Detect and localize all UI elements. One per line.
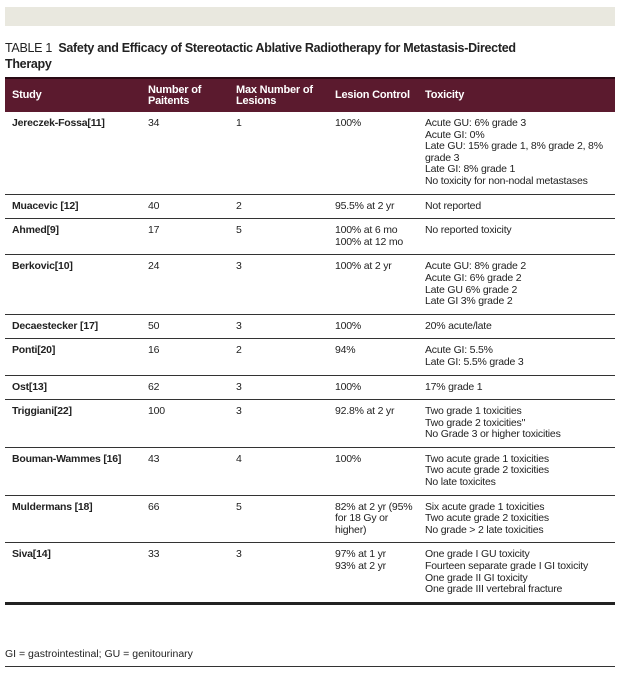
cell-toxicity — [418, 314, 615, 339]
toxicity-line: Two acute grade 2 toxicities — [425, 512, 549, 525]
toxicity-line: Late GU 6% grade 2 — [425, 283, 518, 296]
header-control: Lesion Control — [335, 89, 410, 101]
top-bar — [5, 7, 615, 26]
header-patients: Number of Paitents — [148, 83, 202, 107]
footnote: GI = gastrointestinal; GU = genitourinary — [5, 648, 193, 660]
header-toxicity: Toxicity — [425, 89, 465, 101]
cell-control — [328, 194, 418, 219]
cell-control — [328, 400, 418, 448]
cell-lesions: 2 — [229, 194, 328, 219]
cell-patients: 100 — [141, 400, 229, 448]
table-row — [5, 447, 615, 495]
toxicity-line: No late toxicites — [425, 476, 496, 489]
control-line: 100% at 2 yr — [335, 260, 392, 273]
toxicity-line: No grade > 2 late toxicities — [425, 523, 544, 536]
table-row — [5, 543, 615, 603]
cell-lesions: 5 — [229, 219, 328, 255]
control-line: 100% — [335, 380, 362, 393]
toxicity-line: 20% acute/late — [425, 319, 492, 332]
cell-study: Decaestecker [17] — [5, 314, 141, 339]
table-row — [5, 375, 615, 400]
toxicity-line: Two acute grade 1 toxicities — [425, 452, 549, 465]
cell-lesions: 2 — [229, 339, 328, 375]
cell-toxicity — [418, 375, 615, 400]
cell-control — [328, 255, 418, 314]
cell-control — [328, 495, 418, 543]
cell-toxicity — [418, 255, 615, 314]
table-title-text: Safety and Efficacy of Stereotactic Ablative Radiotherapy for Metastasis-Directed Therapy — [5, 41, 516, 71]
cell-toxicity — [418, 194, 615, 219]
control-line: 93% at 2 yr — [335, 560, 386, 573]
cell-study: Muacevic [12] — [5, 194, 141, 219]
cell-lesions: 4 — [229, 447, 328, 495]
toxicity-line: Not reported — [425, 199, 481, 212]
toxicity-line: Acute GU: 6% grade 3 — [425, 117, 527, 129]
control-line: 100% at 6 mo — [335, 224, 398, 237]
cell-control — [328, 447, 418, 495]
control-line: 82% at 2 yr (95% for 18 Gy or higher) — [335, 500, 413, 536]
cell-toxicity — [418, 495, 615, 543]
cell-lesions: 3 — [229, 255, 328, 314]
toxicity-line: One grade I GU toxicity — [425, 548, 530, 561]
cell-toxicity — [418, 339, 615, 375]
toxicity-line: No reported toxicity — [425, 224, 512, 237]
cell-control — [328, 112, 418, 194]
cell-study: Ahmed[9] — [5, 219, 141, 255]
table-row — [5, 194, 615, 219]
table-title — [5, 40, 565, 72]
cell-study: Ost[13] — [5, 375, 141, 400]
cell-toxicity — [418, 219, 615, 255]
toxicity-line: Two grade 1 toxicities — [425, 405, 522, 418]
control-line: 100% — [335, 452, 362, 465]
footer-rule — [5, 666, 615, 667]
cell-toxicity — [418, 400, 615, 448]
toxicity-line: No toxicity for non-nodal metastases — [425, 174, 588, 187]
toxicity-line: Late GI: 8% grade 1 — [425, 163, 516, 176]
cell-toxicity — [418, 447, 615, 495]
cell-study: Jereczek-Fossa[11] — [5, 112, 141, 194]
control-line: 95.5% at 2 yr — [335, 199, 395, 212]
cell-patients: 62 — [141, 375, 229, 400]
cell-study: Siva[14] — [5, 543, 141, 603]
cell-patients: 34 — [141, 112, 229, 194]
table-row — [5, 219, 615, 255]
cell-patients: 50 — [141, 314, 229, 339]
data-table — [5, 77, 615, 605]
cell-study: Berkovic[10] — [5, 255, 141, 314]
cell-lesions: 3 — [229, 543, 328, 603]
cell-toxicity — [418, 112, 615, 194]
cell-patients: 43 — [141, 447, 229, 495]
toxicity-line: Acute GI: 0% — [425, 128, 485, 141]
header-row — [5, 78, 615, 112]
cell-control — [328, 219, 418, 255]
toxicity-line: Late GI 3% grade 2 — [425, 295, 513, 308]
control-line: 97% at 1 yr — [335, 548, 386, 561]
toxicity-line: Two acute grade 2 toxicities — [425, 464, 549, 477]
toxicity-line: Late GI: 5.5% grade 3 — [425, 355, 524, 368]
control-line: 94% — [335, 344, 356, 357]
table-row — [5, 112, 615, 194]
cell-patients: 17 — [141, 219, 229, 255]
header-lesions: Max Number of Lesions — [236, 83, 313, 107]
header-study: Study — [12, 89, 42, 101]
toxicity-line: One grade II GI toxicity — [425, 571, 528, 584]
cell-study: Muldermans [18] — [5, 495, 141, 543]
cell-toxicity — [418, 543, 615, 603]
cell-lesions: 1 — [229, 112, 328, 194]
control-line: 100% — [335, 319, 362, 332]
cell-study: Ponti[20] — [5, 339, 141, 375]
cell-patients: 40 — [141, 194, 229, 219]
cell-lesions: 3 — [229, 314, 328, 339]
cell-control — [328, 543, 418, 603]
cell-control — [328, 339, 418, 375]
table-row — [5, 339, 615, 375]
cell-control — [328, 314, 418, 339]
cell-patients: 24 — [141, 255, 229, 314]
toxicity-line: Late GU: 15% grade 1, 8% grade 2, 8% grade 3 — [425, 140, 603, 164]
toxicity-line: Six acute grade 1 toxicities — [425, 500, 545, 513]
cell-lesions: 3 — [229, 400, 328, 448]
toxicity-line: Fourteen separate grade I GI toxicity — [425, 560, 589, 573]
toxicity-line: 17% grade 1 — [425, 380, 483, 393]
control-line: 100% at 12 mo — [335, 235, 404, 248]
toxicity-line: One grade III vertebral fracture — [425, 583, 563, 596]
table-row — [5, 314, 615, 339]
table-row — [5, 255, 615, 314]
control-line: 92.8% at 2 yr — [335, 405, 395, 418]
cell-patients: 16 — [141, 339, 229, 375]
table-label: TABLE 1 — [5, 41, 52, 55]
toxicity-line: Acute GI: 6% grade 2 — [425, 271, 522, 284]
cell-lesions: 3 — [229, 375, 328, 400]
cell-study: Bouman-Wammes [16] — [5, 447, 141, 495]
toxicity-line: Two grade 2 toxicities" — [425, 416, 526, 429]
cell-study: Triggiani[22] — [5, 400, 141, 448]
cell-patients: 66 — [141, 495, 229, 543]
cell-patients: 33 — [141, 543, 229, 603]
cell-control — [328, 375, 418, 400]
toxicity-line: Acute GU: 8% grade 2 — [425, 260, 527, 273]
table-row — [5, 495, 615, 543]
cell-lesions: 5 — [229, 495, 328, 543]
control-line: 100% — [335, 117, 362, 129]
toxicity-line: No Grade 3 or higher toxicities — [425, 428, 561, 441]
toxicity-line: Acute GI: 5.5% — [425, 344, 493, 357]
table-row — [5, 400, 615, 448]
